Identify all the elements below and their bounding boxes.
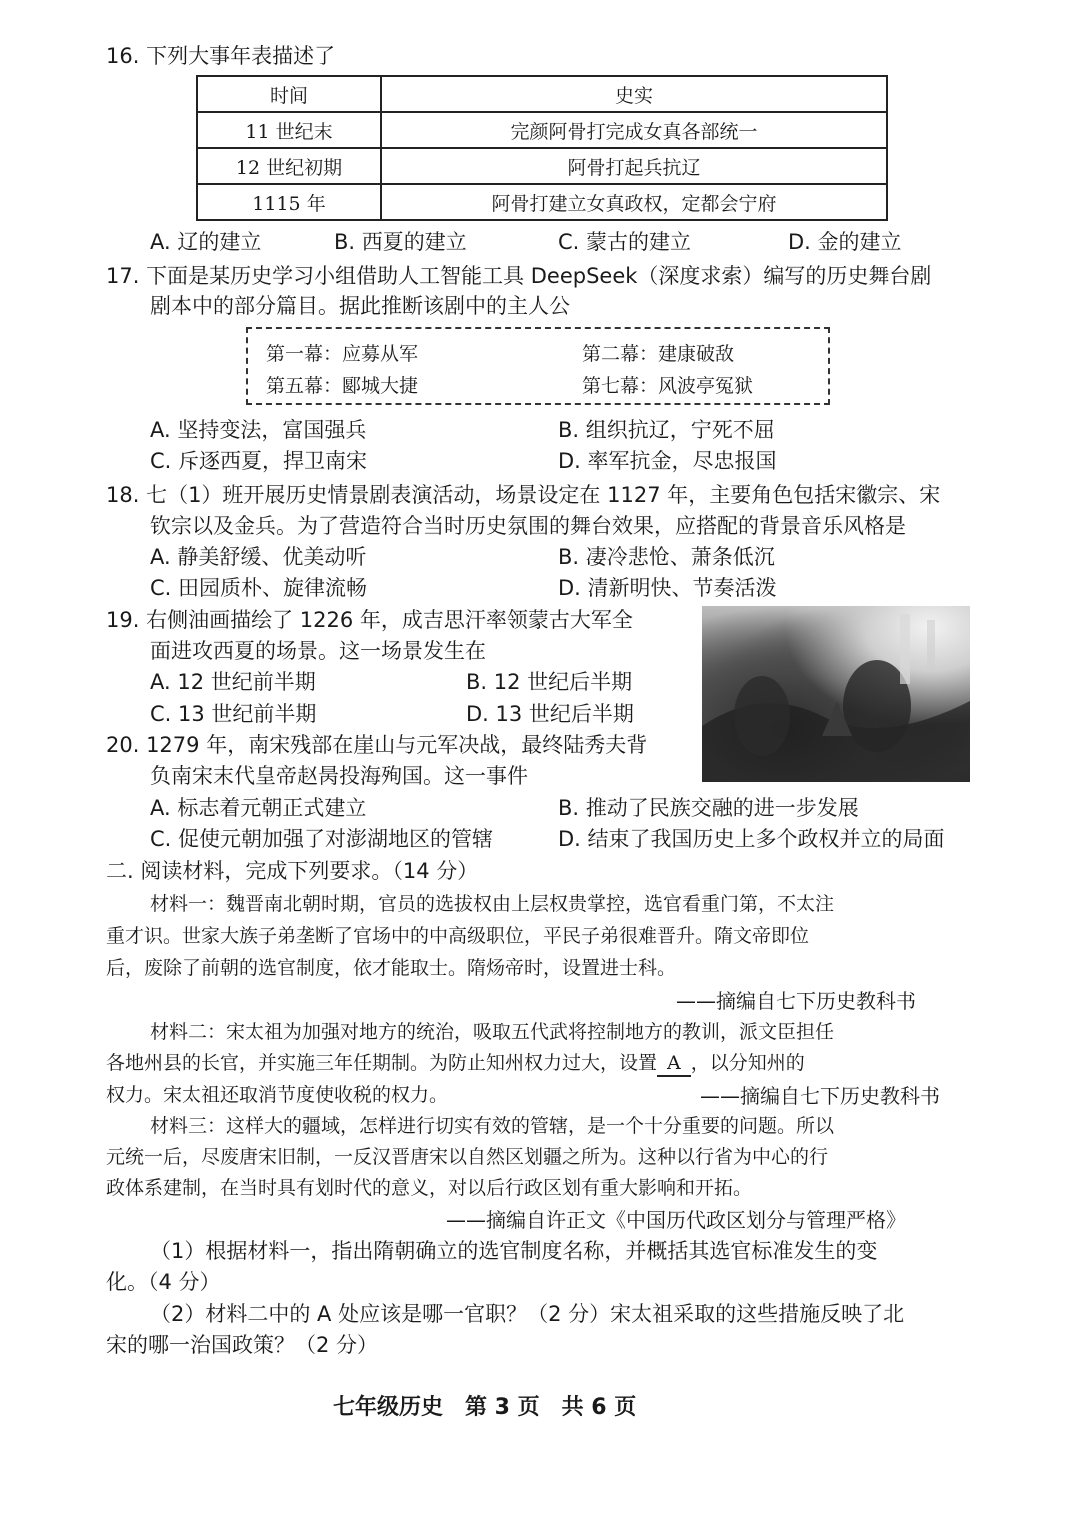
part2-heading: 二. 阅读材料，完成下列要求。（14 分） (106, 859, 479, 883)
q17-option-a: A. 坚持变法，富国强兵 (150, 418, 367, 442)
q20-option-b: B. 推动了民族交融的进一步发展 (558, 796, 859, 820)
table-row (197, 112, 887, 148)
table-cell-time: 1115 年 (197, 184, 381, 220)
q17-act-list-box (246, 327, 830, 405)
table-cell-fact: 完颜阿骨打完成女真各部统一 (381, 112, 887, 148)
subquestion-1-line1: （1）根据材料一，指出隋朝确立的选官制度名称，并概括其选官标准发生的变 (150, 1239, 878, 1263)
q18-option-d: D. 清新明快、节奏活泼 (558, 576, 777, 600)
q20-stem-line1: 20. 1279 年，南宋残部在崖山与元军决战，最终陆秀夫背 (106, 733, 648, 757)
material-2-line: 材料二：宋太祖为加强对地方的统治，吸取五代武将控制地方的教训，派文臣担任 (150, 1021, 835, 1043)
q19-option-d: D. 13 世纪后半期 (466, 702, 634, 726)
material-1-source: ——摘编自七下历史教科书 (676, 989, 916, 1013)
q20-stem-line2: 负南宋末代皇帝赵昺投海殉国。这一事件 (150, 764, 528, 788)
q16-event-table (196, 75, 888, 221)
mongol-army-oil-painting-image (702, 606, 970, 782)
material-1-line: 重才识。世家大族子弟垄断了官场中的中高级职位，平民子弟很难晋升。隋文帝即位 (106, 925, 810, 947)
material-1-line: 后，废除了前朝的选官制度，依才能取士。隋炀帝时，设置进士科。 (106, 957, 677, 979)
answer-blank-a: A (657, 1051, 691, 1077)
table-cell-time: 11 世纪末 (197, 112, 381, 148)
material-2-source: ——摘编自七下历史教科书 (700, 1084, 940, 1108)
subquestion-2-line2: 宋的哪一治国政策？（2 分） (106, 1333, 379, 1357)
q16-option-b: B. 西夏的建立 (334, 230, 467, 254)
painting-figures-illustration (702, 606, 970, 782)
table-cell-fact: 阿骨打起兵抗辽 (381, 148, 887, 184)
q20-option-a: A. 标志着元朝正式建立 (150, 796, 367, 820)
q17-stem-line2: 剧本中的部分篇目。据此推断该剧中的主人公 (150, 294, 570, 318)
q19-option-a: A. 12 世纪前半期 (150, 670, 316, 694)
material-3-line: 材料三：这样大的疆域，怎样进行切实有效的管辖，是一个十分重要的问题。所以 (150, 1115, 835, 1137)
q19-option-c: C. 13 世纪前半期 (150, 702, 317, 726)
act-item: 第一幕：应募从军 (266, 343, 419, 365)
material-2-text: ，以分知州的 (690, 1052, 805, 1074)
q19-stem-line2: 面进攻西夏的场景。这一场景发生在 (150, 639, 486, 663)
q19-option-b: B. 12 世纪后半期 (466, 670, 633, 694)
material-2-text: 各地州县的长官，并实施三年任期制。为防止知州权力过大，设置 (106, 1052, 658, 1074)
q18-option-b: B. 凄冷悲怆、萧条低沉 (558, 545, 775, 569)
q19-stem-line1: 19. 右侧油画描绘了 1226 年，成吉思汗率领蒙古大军全 (106, 608, 633, 632)
q17-option-c: C. 斥逐西夏，捍卫南宋 (150, 449, 368, 473)
q16-option-d: D. 金的建立 (788, 230, 902, 254)
act-item: 第五幕：郾城大捷 (266, 375, 419, 397)
act-item: 第二幕：建康破敌 (582, 343, 735, 365)
q17-stem-line1: 17. 下面是某历史学习小组借助人工智能工具 DeepSeek（深度求索）编写的历史舞台剧 (106, 264, 932, 288)
material-3-source: ——摘编自许正文《中国历代政区划分与管理严格》 (446, 1208, 906, 1232)
q17-option-d: D. 率军抗金，尽忠报国 (558, 449, 777, 473)
table-header-time: 时间 (197, 76, 381, 112)
table-cell-time: 12 世纪初期 (197, 148, 381, 184)
table-row (197, 184, 887, 220)
q20-option-c: C. 促使元朝加强了对澎湖地区的管辖 (150, 827, 494, 851)
q16-option-c: C. 蒙古的建立 (558, 230, 692, 254)
q18-option-a: A. 静美舒缓、优美动听 (150, 545, 367, 569)
q16-option-a: A. 辽的建立 (150, 230, 262, 254)
q16-stem: 16. 下列大事年表描述了 (106, 44, 336, 68)
table-header-row (197, 76, 887, 112)
q18-stem-line2: 钦宗以及金兵。为了营造符合当时历史氛围的舞台效果，应搭配的背景音乐风格是 (150, 514, 906, 538)
material-3-line: 元统一后，尽废唐宋旧制，一反汉晋唐宋以自然区划疆之所为。这种以行省为中心的行 (106, 1146, 829, 1168)
material-3-line: 政体系建制，在当时具有划时代的意义，对以后行政区划有重大影响和开拓。 (106, 1177, 753, 1199)
subquestion-1-line2: 化。（4 分） (106, 1270, 221, 1294)
table-row (197, 148, 887, 184)
subquestion-2-line1: （2）材料二中的 A 处应该是哪一官职？（2 分）宋太祖采取的这些措施反映了北 (150, 1302, 905, 1326)
act-item: 第七幕：风波亭冤狱 (582, 375, 754, 397)
table-header-fact: 史实 (381, 76, 887, 112)
material-2-line (106, 1048, 805, 1078)
table-cell-fact: 阿骨打建立女真政权，定都会宁府 (381, 184, 887, 220)
q18-stem-line1: 18. 七（1）班开展历史情景剧表演活动，场景设定在 1127 年，主要角色包括宋徽宗、宋 (106, 483, 941, 507)
material-1-line: 材料一：魏晋南北朝时期，官员的选拔权由上层权贵掌控，选官看重门第，不太注 (150, 893, 835, 915)
q17-option-b: B. 组织抗辽，宁死不屈 (558, 418, 775, 442)
page-footer: 七年级历史 第 3 页 共 6 页 (333, 1395, 637, 1420)
q18-option-c: C. 田园质朴、旋律流畅 (150, 576, 368, 600)
material-2-line: 权力。宋太祖还取消节度使收税的权力。 (106, 1084, 449, 1106)
q20-option-d: D. 结束了我国历史上多个政权并立的局面 (558, 827, 945, 851)
